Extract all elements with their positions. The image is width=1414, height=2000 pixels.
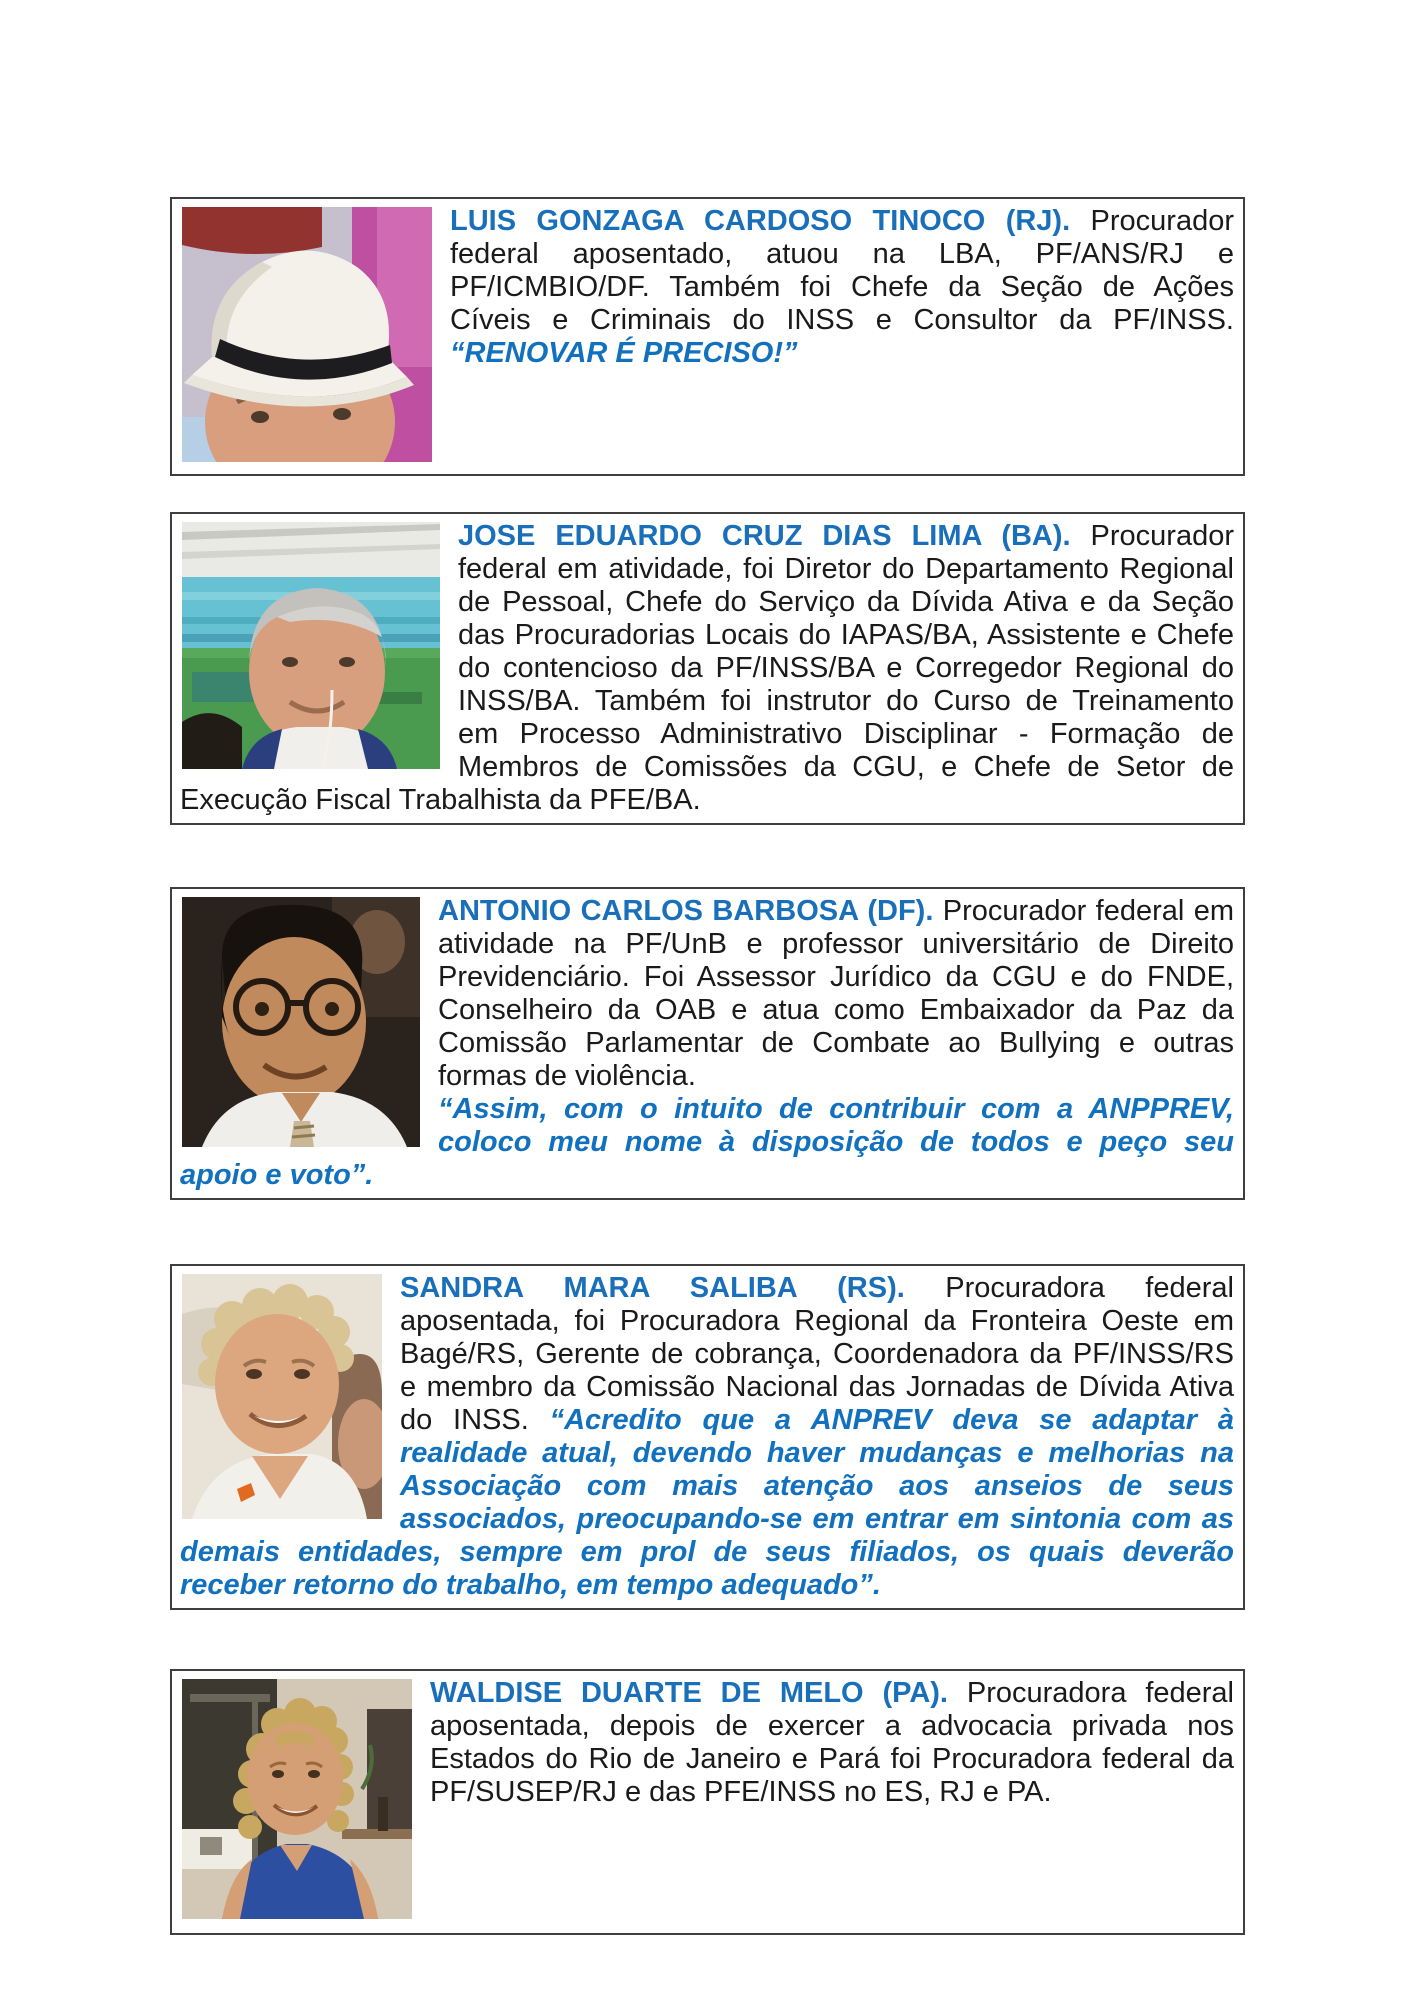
photo-illustration-fedora-man (182, 207, 432, 462)
profile-card-waldise-duarte (170, 1669, 1245, 1935)
photo-illustration-glasses-man (182, 897, 420, 1147)
profile-name: SANDRA MARA SALIBA (RS). (400, 1272, 905, 1304)
profile-name: JOSE EDUARDO CRUZ DIAS LIMA (BA). (458, 520, 1071, 552)
profile-photo-man-stadium (182, 522, 440, 769)
profile-card-jose-eduardo (170, 512, 1245, 825)
profile-photo-man-glasses (182, 897, 420, 1147)
profile-card-luis-gonzaga (170, 197, 1245, 476)
photo-illustration-blue-top-woman (182, 1679, 412, 1919)
profile-bio: Procuradora federal aposentada, foi Procuradora Regional da Fronteira Oeste em Bagé/RS, Gerente de cobrança, Coordenadora da PF/INSS/RS e membro da Comissão Nacional das Jornadas de Dívida Ativa do INSS. (400, 1272, 1234, 1436)
profile-bio: Procurador federal em atividade, foi Diretor do Departamento Regional de Pessoal, Chefe do Serviço da Dívida Ativa e da Seção das Procuradorias Locais do IAPAS/BA, Assistente e Chefe do contencioso da PF/INSS/BA e Corregedor Regional do INSS/BA. Também foi instrutor do Curso de Treinamento em Processo Administrativo Disciplinar - Formação de Membros de Comissões da CGU, e Chefe de Setor de Execução Fiscal Trabalhista da PFE/BA. (180, 520, 1235, 816)
profile-card-sandra-mara (170, 1264, 1245, 1610)
profile-photo-woman-curly-hair (182, 1274, 382, 1519)
profile-name: ANTONIO CARLOS BARBOSA (DF). (438, 895, 934, 927)
profile-list (170, 197, 1245, 1935)
profile-quote: “RENOVAR É PRECISO!” (450, 337, 798, 369)
profile-photo-woman-blue-top (182, 1679, 412, 1919)
profile-bio: Procurador federal aposentado, atuou na LBA, PF/ANS/RJ e PF/ICMBIO/DF. Também foi Chefe da Seção de Ações Cíveis e Criminais do INSS e Consultor da PF/INSS. (450, 205, 1235, 336)
profile-bio: Procuradora federal aposentada, depois de exercer a advocacia privada nos Estados do Rio de Janeiro e Pará foi Procuradora federal da PF/SUSEP/RJ e das PFE/INSS no ES, RJ e PA. (430, 1677, 1234, 1808)
profile-card-antonio-carlos (170, 887, 1245, 1200)
profile-name: LUIS GONZAGA CARDOSO TINOCO (RJ). (450, 205, 1071, 237)
profile-photo-man-white-fedora (182, 207, 432, 462)
photo-illustration-curly-hair-woman (182, 1274, 382, 1519)
profile-bio: Procurador federal em atividade na PF/UnB e professor universitário de Direito Previdenciário. Foi Assessor Jurídico da CGU e do FNDE, Conselheiro da OAB e atua como Embaixador da Paz da Comissão Parlamentar de Combate ao Bullying e outras formas de violência. (438, 895, 1235, 1092)
profile-quote: “Assim, com o intuito de contribuir com a ANPPREV, coloco meu nome à disposição de todos e peço seu apoio e voto”. (180, 1093, 1234, 1191)
profile-quote: “Acredito que a ANPREV deva se adaptar à realidade atual, devendo haver mudanças e melhorias na Associação com mais atenção aos anseios de seus associados, preocupando-se em entrar em sintonia com as demais entidades, sempre em prol de seus filiados, os quais deverão receber retorno do trabalho, em tempo adequado”. (180, 1404, 1234, 1601)
photo-illustration-stadium-man (182, 522, 440, 769)
profile-name: WALDISE DUARTE DE MELO (PA). (430, 1677, 948, 1709)
